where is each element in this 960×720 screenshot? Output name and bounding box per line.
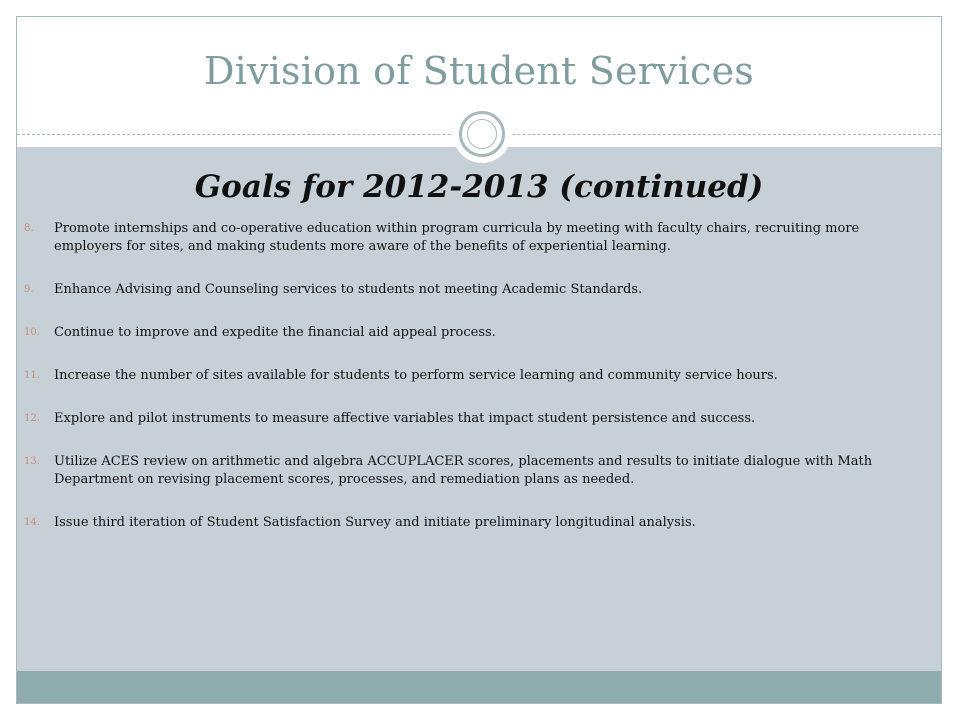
list-item [24, 410, 894, 428]
goal-number: 9. [24, 284, 34, 295]
goal-number: 14. [24, 517, 40, 528]
goal-text: Issue third iteration of Student Satisfaction Survey and initiate preliminary longitudinal analysis. [54, 515, 696, 530]
bottom-band [17, 671, 941, 704]
goal-number: 8. [24, 223, 34, 234]
goal-number: 13. [24, 456, 40, 467]
list-item [24, 220, 894, 256]
goal-text: Increase the number of sites available for students to perform service learning and community service hours. [54, 368, 778, 383]
list-item [24, 514, 894, 532]
goals-list [24, 220, 894, 557]
goal-text: Promote internships and co-operative education within program curricula by meeting with faculty chairs, recruiting more employers for sites, and making students more aware of the benefits of experiential learning. [54, 221, 860, 254]
goal-number: 12. [24, 413, 40, 424]
ring-inner [459, 111, 505, 157]
circle-ring-icon [453, 105, 511, 163]
goal-text: Enhance Advising and Counseling services to students not meeting Academic Standards. [54, 282, 643, 297]
slide-subtitle: Goals for 2012-2013 (continued) [194, 169, 764, 205]
slide-title: Division of Student Services [204, 49, 754, 93]
goal-text: Utilize ACES review on arithmetic and algebra ACCUPLACER scores, placements and results to initiate dialogue with Math Department on revising placement scores, processes, and remediation plans as needed. [54, 454, 873, 487]
goal-text: Explore and pilot instruments to measure affective variables that impact student persistence and success. [54, 411, 756, 426]
goal-number: 11. [24, 370, 40, 381]
ring-core [467, 119, 497, 149]
list-item [24, 453, 894, 489]
goal-text: Continue to improve and expedite the financial aid appeal process. [54, 325, 496, 340]
goal-number: 10. [24, 327, 40, 338]
list-item [24, 324, 894, 342]
list-item [24, 367, 894, 385]
list-item [24, 281, 894, 299]
